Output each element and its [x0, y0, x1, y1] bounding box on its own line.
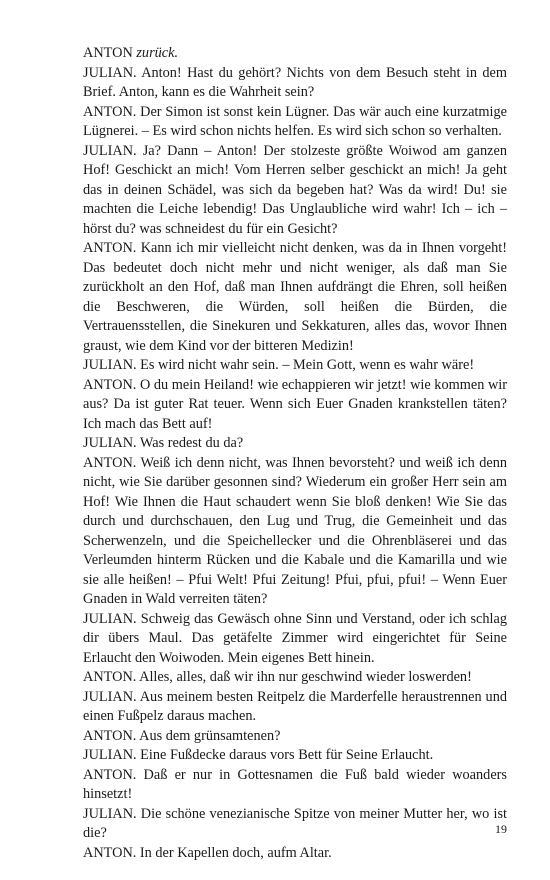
dialogue-paragraph: ANTON. Daß er nur in Gottesnamen die Fuß bald wieder woanders hinsetzt!	[83, 766, 507, 802]
play-text-block	[83, 44, 507, 863]
stage-direction-line	[83, 44, 507, 64]
dialogue-paragraph: JULIAN. Ja? Dann – Anton! Der stolzeste größte Woiwod am ganzen Hof! Geschickt an mich! Vom Herren selber geschickt an mich! Ja geht das in deinen Schädel, was sich da begeben hat? Was da wird! Du! sie machten die Leiche lebendig! Das Unglaubliche wird wahr! Ich – ich – hörst du? was schneidest du für ein Gesicht?	[83, 142, 507, 237]
dialogue-paragraph: ANTON. Weiß ich denn nicht, was Ihnen bevorsteht? und weiß ich denn nicht, wie Sie darüber gesonnen sind? Wiederum ein großer Herr sein am Hof! Wie Ihnen die Haut schaudert wenn Sie bloß denken! Wie Sie das durch und durchschauen, den Lug und Trug, die Gemeinheit und das Scherwenzeln, und die Speichellecker und die Ohrenbläserei und das Verleumden hinterm Rücken und die Kabale und die Kamarilla und wie sie alle heißen! – Pfui Welt! Pfui Zeitung! Pfui, pfui, pfui! – Wenn Euer Gnaden in Wald verreiten täten?	[83, 454, 507, 607]
dialogue-paragraph: ANTON. In der Kapellen doch, aufm Altar.	[83, 844, 332, 861]
dialogue-paragraph: ANTON. Kann ich mir vielleicht nicht denken, was da in Ihnen vorgeht! Das bedeutet doch nicht mehr und nicht weniger, als daß man Sie zurückholt an den Hof, daß man Ihnen aufdrängt die Ehren, soll heißen die Beschweren, die Würden, soll heißen die Bürden, die Vertrauensstellen, die Sinekuren und Sekkaturen, alles das, wovor Ihnen graust, wie dem Kind vor der bitteren Medizin!	[83, 240, 507, 354]
dialogue-paragraph: JULIAN. Was redest du da?	[83, 435, 244, 451]
speaker-name: ANTON	[83, 45, 133, 61]
dialogue-paragraph: JULIAN. Schweig das Gewäsch ohne Sinn und Verstand, oder ich schlag dir übers Maul. Das getäfelte Zimmer wird eingerichtet für Seine Erlaucht den Woiwoden. Mein eigenes Bett hinein.	[83, 610, 507, 666]
page-number: 19	[495, 822, 507, 836]
dialogue-paragraph: ANTON. Alles, alles, daß wir ihn nur geschwind wieder loswerden!	[83, 669, 472, 685]
dialogue-paragraph: JULIAN. Aus meinem besten Reitpelz die Marderfelle heraustrennen und einen Fußpelz daraus machen.	[83, 688, 507, 724]
dialogue-paragraph: JULIAN. Es wird nicht wahr sein. – Mein Gott, wenn es wahr wäre!	[83, 357, 475, 373]
dialogue-paragraph: ANTON. O du mein Heiland! wie echappieren wir jetzt! wie kommen wir aus? Da ist guter Rat teuer. Wenn sich Euer Gnaden krankstellen täten? Ich mach das Bett auf!	[83, 376, 507, 432]
dialogue-paragraph: ANTON. Aus dem grünsamtenen?	[83, 727, 281, 744]
dialogue-paragraph: JULIAN. Anton! Hast du gehört? Nichts von dem Besuch steht in dem Brief. Anton, kann es die Wahrheit sein?	[83, 64, 507, 100]
dialogue-paragraph: JULIAN. Eine Fußdecke daraus vors Bett für Seine Erlaucht.	[83, 747, 434, 763]
dialogue-paragraph: ANTON. Der Simon ist sonst kein Lügner. Das wär auch eine kurzatmige Lügnerei. – Es wird schon nichts helfen. Es wird sich schon so verhalten.	[83, 103, 507, 139]
dialogue-paragraph: JULIAN. Die schöne venezianische Spitze von meiner Mutter her, wo ist die?	[83, 805, 507, 841]
stage-direction: zurück.	[136, 45, 179, 61]
